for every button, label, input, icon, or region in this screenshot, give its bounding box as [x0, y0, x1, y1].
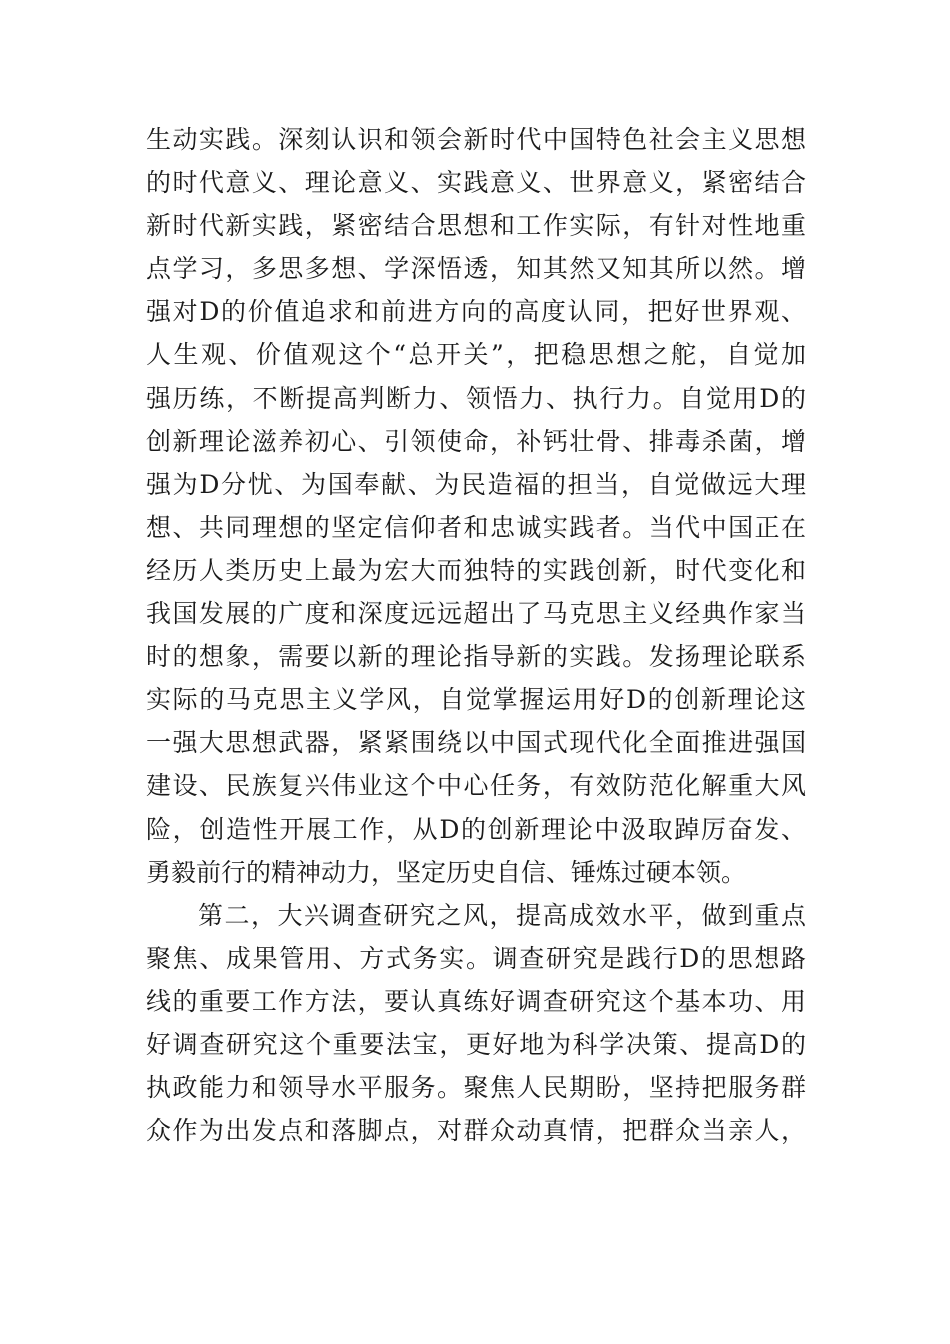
text-line: 经历人类历史上最为宏大而独特的实践创新，时代变化和: [146, 555, 806, 585]
text-line: 强历练，不断提高判断力、领悟力、执行力。自觉用D的: [146, 383, 806, 413]
text-line: 想、共同理想的坚定信仰者和忠诚实践者。当代中国正在: [146, 512, 806, 542]
text-line: 勇毅前行的精神动力，坚定历史自信、锤炼过硬本领。: [146, 857, 747, 887]
text-line: 线的重要工作方法，要认真练好调查研究这个基本功、用: [146, 986, 806, 1016]
text-line: 的时代意义、理论意义、实践意义、世界意义，紧密结合: [146, 168, 806, 198]
body-text: [146, 118, 806, 1152]
text-line: 一强大思想武器，紧紧围绕以中国式现代化全面推进强国: [146, 728, 806, 758]
text-line: 实际的马克思主义学风，自觉掌握运用好D的创新理论这: [146, 685, 806, 715]
text-line: 时的想象，需要以新的理论指导新的实践。发扬理论联系: [146, 642, 806, 672]
text-line: 点学习，多思多想、学深悟透，知其然又知其所以然。增: [146, 254, 806, 284]
text-line: 聚焦、成果管用、方式务实。调查研究是践行D的思想路: [146, 943, 806, 973]
text-line: 新时代新实践，紧密结合思想和工作实际，有针对性地重: [146, 211, 806, 241]
text-line: 强为D分忧、为国奉献、为民造福的担当，自觉做远大理: [146, 469, 806, 499]
text-line: 执政能力和领导水平服务。聚焦人民期盼，坚持把服务群: [146, 1073, 806, 1103]
text-line: 建设、民族复兴伟业这个中心任务，有效防范化解重大风: [146, 771, 806, 801]
text-line: 第二，大兴调查研究之风，提高成效水平，做到重点: [198, 900, 806, 930]
text-line: 创新理论滋养初心、引领使命，补钙壮骨、排毒杀菌，增: [146, 426, 806, 456]
text-line: 险，创造性开展工作，从D的创新理论中汲取踔厉奋发、: [146, 814, 806, 844]
text-line: 人生观、价值观这个“总开关”，把稳思想之舵，自觉加: [146, 340, 806, 370]
text-line: 我国发展的广度和深度远远超出了马克思主义经典作家当: [146, 599, 806, 629]
text-line: 好调查研究这个重要法宝，更好地为科学决策、提高D的: [146, 1029, 806, 1059]
text-line: 生动实践。深刻认识和领会新时代中国特色社会主义思想: [146, 125, 806, 154]
text-line: 众作为出发点和落脚点，对群众动真情，把群众当亲人，: [146, 1116, 806, 1146]
text-line: 强对D的价值追求和前进方向的高度认同，把好世界观、: [146, 297, 806, 327]
